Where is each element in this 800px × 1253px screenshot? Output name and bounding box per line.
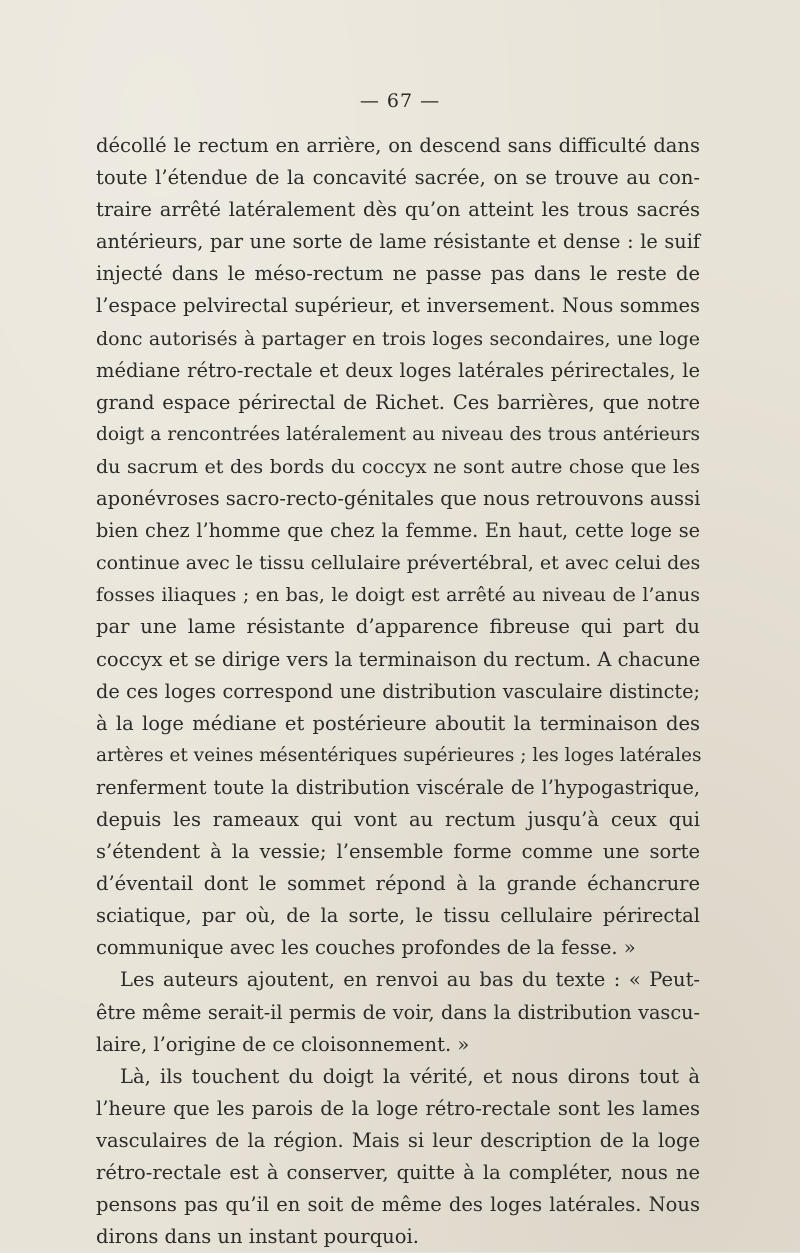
text-line: décollé le rectum en arrière, on descend sans difficulté dans: [96, 134, 700, 157]
text-line: vasculaires de la région. Mais si leur description de la loge: [96, 1128, 700, 1152]
text-line: antérieurs, par une sorte de lame résistante et dense : le suif: [96, 230, 700, 254]
text-line: l’espace pelvirectal supérieur, et inversement. Nous sommes: [96, 294, 700, 318]
text-line: aponévroses sacro-recto-génitales que nous retrouvons aussi: [96, 487, 701, 511]
text-line: fosses iliaques ; en bas, le doigt est arrêté au niveau de l’anus: [96, 584, 700, 607]
text-line: par une lame résistante d’apparence fibreuse qui part du: [96, 615, 700, 639]
text-line: pensons pas qu’il en soit de même des loges latérales. Nous: [96, 1193, 700, 1217]
body-text: [96, 130, 700, 1253]
text-line: rétro-rectale est à conserver, quitte à la compléter, nous ne: [96, 1161, 700, 1184]
text-line: sciatique, par où, de la sorte, le tissu cellulaire périrectal: [96, 904, 700, 928]
text-line: de ces loges correspond une distribution vasculaire distincte;: [96, 679, 700, 703]
text-line: renferment toute la distribution viscérale de l’hypogastrique,: [96, 775, 700, 799]
text-line: laire, l’origine de ce cloisonnement. »: [96, 1032, 470, 1056]
text-line: dirons dans un instant pourquoi.: [96, 1225, 419, 1249]
text-line: bien chez l’homme que chez la femme. En haut, cette loge se: [96, 519, 700, 543]
text-line: doigt a rencontrées latéralement au niveau des trous antérieurs: [96, 423, 700, 445]
text-line: injecté dans le méso-rectum ne passe pas dans le reste de: [96, 262, 700, 286]
text-line: Là, ils touchent du doigt la vérité, et nous dirons tout à: [120, 1064, 700, 1088]
text-line: donc autorisés à partager en trois loges secondaires, une loge: [96, 327, 700, 350]
text-line: coccyx et se dirige vers la terminaison du rectum. A chacune: [96, 647, 701, 671]
text-line: communique avec les couches profondes de la fesse. »: [96, 936, 636, 960]
text-line: l’heure que les parois de la loge rétro-rectale sont les lames: [96, 1096, 700, 1120]
text-line: continue avec le tissu cellulaire prévertébral, et avec celui des: [96, 552, 701, 575]
text-line: toute l’étendue de la concavité sacrée, on se trouve au con-: [96, 166, 700, 190]
text-line: du sacrum et des bords du coccyx ne sont autre chose que les: [96, 455, 700, 478]
text-line: être même serait-il permis de voir, dans la distribution vascu-: [96, 1000, 700, 1024]
text-line: d’éventail dont le sommet répond à la grande échancrure: [96, 872, 700, 896]
text-line: depuis les rameaux qui vont au rectum jusqu’à ceux qui: [96, 807, 700, 831]
text-line: médiane rétro-rectale et deux loges latérales périrectales, le: [96, 358, 700, 382]
text-line: grand espace périrectal de Richet. Ces barrières, que notre: [96, 390, 700, 414]
text-line: traire arrêté latéralement dès qu’on atteint les trous sacrés: [96, 198, 700, 222]
text-line: s’étendent à la vessie; l’ensemble forme comme une sorte: [96, 840, 700, 864]
text-line: artères et veines mésentériques supérieures ; les loges latérales: [96, 744, 702, 766]
text-line: Les auteurs ajoutent, en renvoi au bas du texte : « Peut-: [120, 968, 700, 992]
text-line: à la loge médiane et postérieure aboutit la terminaison des: [96, 711, 700, 735]
page-number: — 67 —: [359, 90, 441, 112]
